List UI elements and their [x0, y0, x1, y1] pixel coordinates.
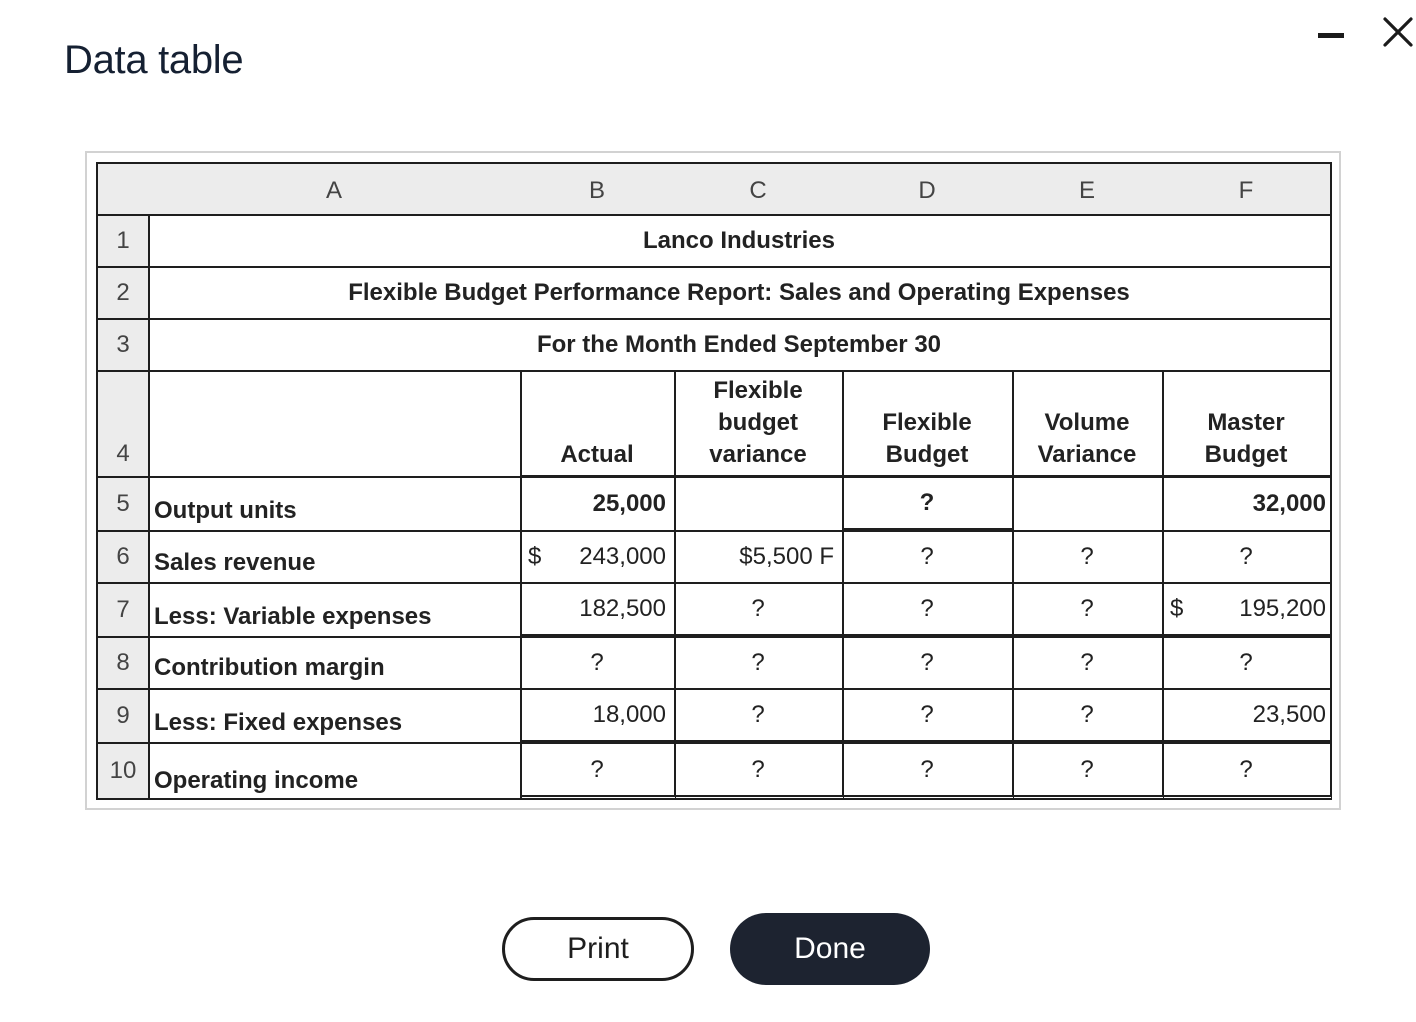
- cell-master-variable-expenses: [1162, 584, 1332, 638]
- close-icon: [1380, 14, 1416, 50]
- cell-flex-sales-revenue[interactable]: ?: [842, 532, 1014, 584]
- cell-master-sales-revenue[interactable]: ?: [1162, 532, 1332, 584]
- row-label-variable-expenses: Less: Variable expenses: [148, 584, 522, 638]
- cell-actual-fixed-expenses: 18,000: [520, 690, 676, 744]
- header-label-blank: [148, 372, 522, 478]
- cell-flex-operating-income[interactable]: ?: [842, 744, 1014, 800]
- cell-actual-variable-expenses: 182,500: [520, 584, 676, 638]
- header-flexible-budget-variance: [674, 372, 844, 478]
- column-header-a: A: [148, 162, 522, 216]
- print-button[interactable]: Print: [502, 917, 694, 981]
- minimize-icon: [1318, 33, 1344, 38]
- dollar-sign: $: [528, 543, 542, 570]
- spreadsheet: [96, 162, 1332, 802]
- row-number-7: 7: [96, 584, 150, 638]
- cell-master-output-units: 32,000: [1162, 478, 1332, 532]
- header-actual-label: Actual: [560, 441, 634, 468]
- value-master-variable-expenses: 195,200: [1239, 595, 1326, 622]
- column-header-c: C: [674, 162, 844, 216]
- row-number-3: 3: [96, 320, 150, 372]
- row-number-6: 6: [96, 532, 150, 584]
- report-period: For the Month Ended September 30: [148, 320, 1332, 372]
- header-master-line2: Budget: [1204, 441, 1288, 468]
- value-actual-sales-revenue: 243,000: [579, 543, 666, 570]
- cell-vol-variable-expenses[interactable]: ?: [1012, 584, 1164, 638]
- row-label-contribution-margin: Contribution margin: [148, 638, 522, 690]
- cell-master-operating-income[interactable]: ?: [1162, 744, 1332, 800]
- header-fbv-line2: budget: [718, 409, 798, 436]
- cell-vol-contribution-margin[interactable]: ?: [1012, 638, 1164, 690]
- cell-fbv-operating-income[interactable]: ?: [674, 744, 844, 800]
- cell-flex-fixed-expenses[interactable]: ?: [842, 690, 1014, 744]
- dollar-sign: $: [1170, 595, 1184, 622]
- cell-flex-contribution-margin[interactable]: ?: [842, 638, 1014, 690]
- row-label-sales-revenue: Sales revenue: [148, 532, 522, 584]
- header-volume-variance: [1012, 372, 1164, 478]
- row-number-10: 10: [96, 744, 150, 800]
- dialog-title: Data table: [64, 38, 244, 82]
- column-header-f: F: [1162, 162, 1332, 216]
- cell-flex-variable-expenses[interactable]: ?: [842, 584, 1014, 638]
- company-name: Lanco Industries: [148, 216, 1332, 268]
- cell-flex-output-units[interactable]: ?: [842, 478, 1014, 532]
- header-fbv-line3: variance: [709, 441, 807, 468]
- cell-actual-sales-revenue: [520, 532, 676, 584]
- cell-master-contribution-margin[interactable]: ?: [1162, 638, 1332, 690]
- row-number-2: 2: [96, 268, 150, 320]
- row-label-operating-income: Operating income: [148, 744, 522, 800]
- row-number-5: 5: [96, 478, 150, 532]
- header-flexible-budget: [842, 372, 1014, 478]
- cell-actual-operating-income[interactable]: ?: [520, 744, 676, 800]
- cell-fbv-fixed-expenses[interactable]: ?: [674, 690, 844, 744]
- done-button[interactable]: Done: [730, 913, 930, 985]
- cell-fbv-variable-expenses[interactable]: ?: [674, 584, 844, 638]
- header-actual: [520, 372, 676, 478]
- corner-cell: [96, 162, 150, 216]
- column-header-d: D: [842, 162, 1014, 216]
- row-number-8: 8: [96, 638, 150, 690]
- header-master-budget: [1162, 372, 1332, 478]
- row-number-4: 4: [96, 372, 150, 478]
- close-button[interactable]: [1380, 14, 1416, 50]
- cell-fbv-sales-revenue: $5,500 F: [674, 532, 844, 584]
- header-vol-line2: Variance: [1037, 441, 1137, 468]
- cell-fbv-contribution-margin[interactable]: ?: [674, 638, 844, 690]
- header-flex-line2: Budget: [885, 441, 969, 468]
- row-label-fixed-expenses: Less: Fixed expenses: [148, 690, 522, 744]
- cell-fbv-output-units[interactable]: [674, 478, 844, 532]
- header-flex-line1: Flexible: [882, 409, 972, 436]
- header-fbv-line1: Flexible: [713, 377, 803, 404]
- cell-vol-output-units[interactable]: [1012, 478, 1164, 532]
- column-header-e: E: [1012, 162, 1164, 216]
- cell-vol-operating-income[interactable]: ?: [1012, 744, 1164, 800]
- row-number-1: 1: [96, 216, 150, 268]
- column-header-b: B: [520, 162, 676, 216]
- cell-vol-fixed-expenses[interactable]: ?: [1012, 690, 1164, 744]
- header-master-line1: Master: [1207, 409, 1285, 436]
- cell-actual-contribution-margin[interactable]: ?: [520, 638, 676, 690]
- row-number-9: 9: [96, 690, 150, 744]
- cell-actual-output-units: 25,000: [520, 478, 676, 532]
- row-label-output-units: Output units: [148, 478, 522, 532]
- cell-master-fixed-expenses: 23,500: [1162, 690, 1332, 744]
- cell-vol-sales-revenue[interactable]: ?: [1012, 532, 1164, 584]
- header-vol-line1: Volume: [1044, 409, 1130, 436]
- minimize-button[interactable]: [1316, 20, 1346, 50]
- report-title: Flexible Budget Performance Report: Sales and Operating Expenses: [148, 268, 1332, 320]
